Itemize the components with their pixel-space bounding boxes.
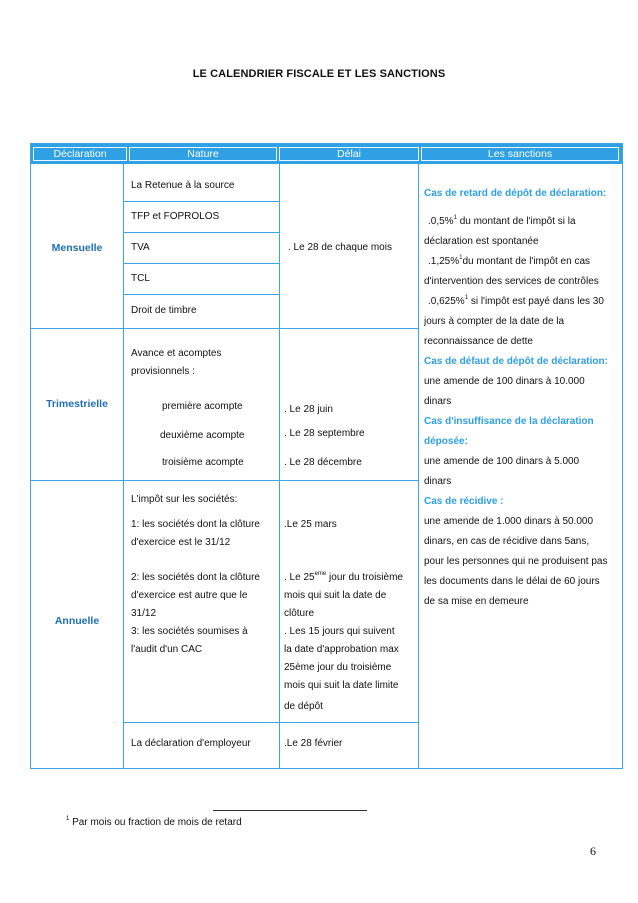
sanction-heading: Cas de récidive : (424, 496, 504, 507)
nature-item: d'exercice est le 31/12 (131, 537, 231, 548)
nature-item: Droit de timbre (131, 305, 197, 316)
nature-item: l'audit d'un CAC (131, 644, 203, 655)
delai-mensuelle: . Le 28 de chaque mois (288, 242, 392, 253)
sanction-line: déclaration est spontanée (424, 236, 539, 247)
delai-item: 25ème jour du troisième (284, 662, 392, 673)
header-delai: Délai (279, 147, 419, 161)
sanction-line: dinars (424, 476, 452, 487)
footnote-text: Par mois ou fraction de mois de retard (72, 817, 242, 828)
page-title: LE CALENDRIER FISCALE ET LES SANCTIONS (192, 68, 446, 80)
row-divider (124, 294, 279, 295)
sanction-line: de sa mise en demeure (424, 596, 529, 607)
sanction-line: une amende de 1.000 dinars à 50.000 (424, 516, 594, 527)
sanction-line: .1,25%$^1$du montant de l'impôt en cas (428, 255, 591, 267)
page-number: 6 (590, 844, 596, 858)
footnote (66, 816, 242, 828)
sanction-line: dinars, en cas de récidive dans 5ans, (424, 536, 590, 547)
sanctions-text (424, 184, 620, 612)
sanction-line: pour les personnes qui ne produisent pas (424, 556, 608, 567)
row-label-trimestrielle: Trimestrielle (46, 398, 108, 410)
footnote-marker: 1 (66, 816, 70, 822)
delai-item: de dépôt (284, 701, 323, 712)
delai-item: . Le 28 juin (284, 404, 333, 415)
column-divider (418, 164, 419, 769)
row-divider (124, 232, 279, 233)
nature-item: TCL (131, 273, 150, 284)
footnote-separator (213, 810, 367, 811)
delai-item: . Le 28 septembre (284, 428, 365, 439)
table-header (31, 144, 622, 164)
sanction-line: les documents dans le délai de 60 jours (424, 576, 600, 587)
sanction-heading: Cas de retard de dépôt de déclaration: (424, 188, 607, 199)
sanction-line: une amende de 100 dinars à 5.000 (424, 456, 580, 467)
delai-item: . Le 28 décembre (284, 457, 362, 468)
nature-item: L'impôt sur les sociétés: (131, 494, 238, 505)
acompte-item: deuxième acompte (160, 430, 245, 441)
nature-item: provisionnels : (131, 366, 195, 377)
delai-item: .Le 25 mars (284, 519, 337, 530)
delai-item: mois qui suit la date de (284, 590, 387, 601)
nature-item: d'exercice est autre que le (131, 590, 248, 601)
nature-item: 3: les sociétés soumises à (131, 626, 248, 637)
group-divider (31, 480, 418, 481)
sanction-line: dinars (424, 396, 452, 407)
delai-item: . Les 15 jours qui suivent (284, 626, 395, 637)
sanction-line: reconnaissance de dette (424, 336, 533, 347)
sanction-line: d'intervention des services de contrôles (424, 276, 599, 287)
header-nature: Nature (129, 147, 277, 161)
row-divider (124, 722, 418, 723)
sanction-heading: déposée: (424, 436, 468, 447)
row-label-mensuelle: Mensuelle (51, 242, 103, 254)
sanction-line: .0,625%$^1$ si l'impôt est payé dans les 30 (428, 295, 604, 307)
acompte-item: troisième acompte (162, 457, 244, 468)
sanction-heading: Cas de défaut de dépôt de déclaration: (424, 356, 608, 367)
sanction-line: jours à compter de la date de la (424, 316, 565, 327)
column-divider (279, 164, 280, 769)
delai-item: mois qui suit la date limite (284, 680, 399, 691)
header-declaration: Déclaration (33, 147, 127, 161)
sanction-line: .0,5%$^1$ du montant de l'impôt si la (428, 215, 576, 227)
delai-item: clôture (284, 608, 315, 619)
row-label-annuelle: Annuelle (54, 615, 100, 627)
delai-item: la date d'approbation max (284, 644, 399, 655)
acompte-item: première acompte (162, 401, 243, 412)
row-divider (124, 263, 279, 264)
nature-item: La déclaration d'employeur (131, 738, 251, 749)
delai-item: .Le 28 février (284, 738, 343, 749)
delai-item: . Le 25eme jour du troisième (284, 571, 403, 583)
nature-item: 1: les sociétés dont la clôture (131, 519, 260, 530)
column-divider (123, 164, 124, 769)
sanction-heading: Cas d'insuffisance de la déclaration (424, 416, 594, 427)
sanction-line: une amende de 100 dinars à 10.000 (424, 376, 585, 387)
nature-item: 2: les sociétés dont la clôture (131, 572, 260, 583)
nature-item: TVA (131, 242, 150, 253)
nature-item: Avance et acomptes (131, 348, 222, 359)
nature-item: La Retenue à la source (131, 180, 235, 191)
nature-item: TFP et FOPROLOS (131, 211, 220, 222)
nature-item: 31/12 (131, 608, 157, 619)
header-sanctions: Les sanctions (421, 147, 619, 161)
group-divider (31, 328, 418, 329)
row-divider (124, 201, 279, 202)
